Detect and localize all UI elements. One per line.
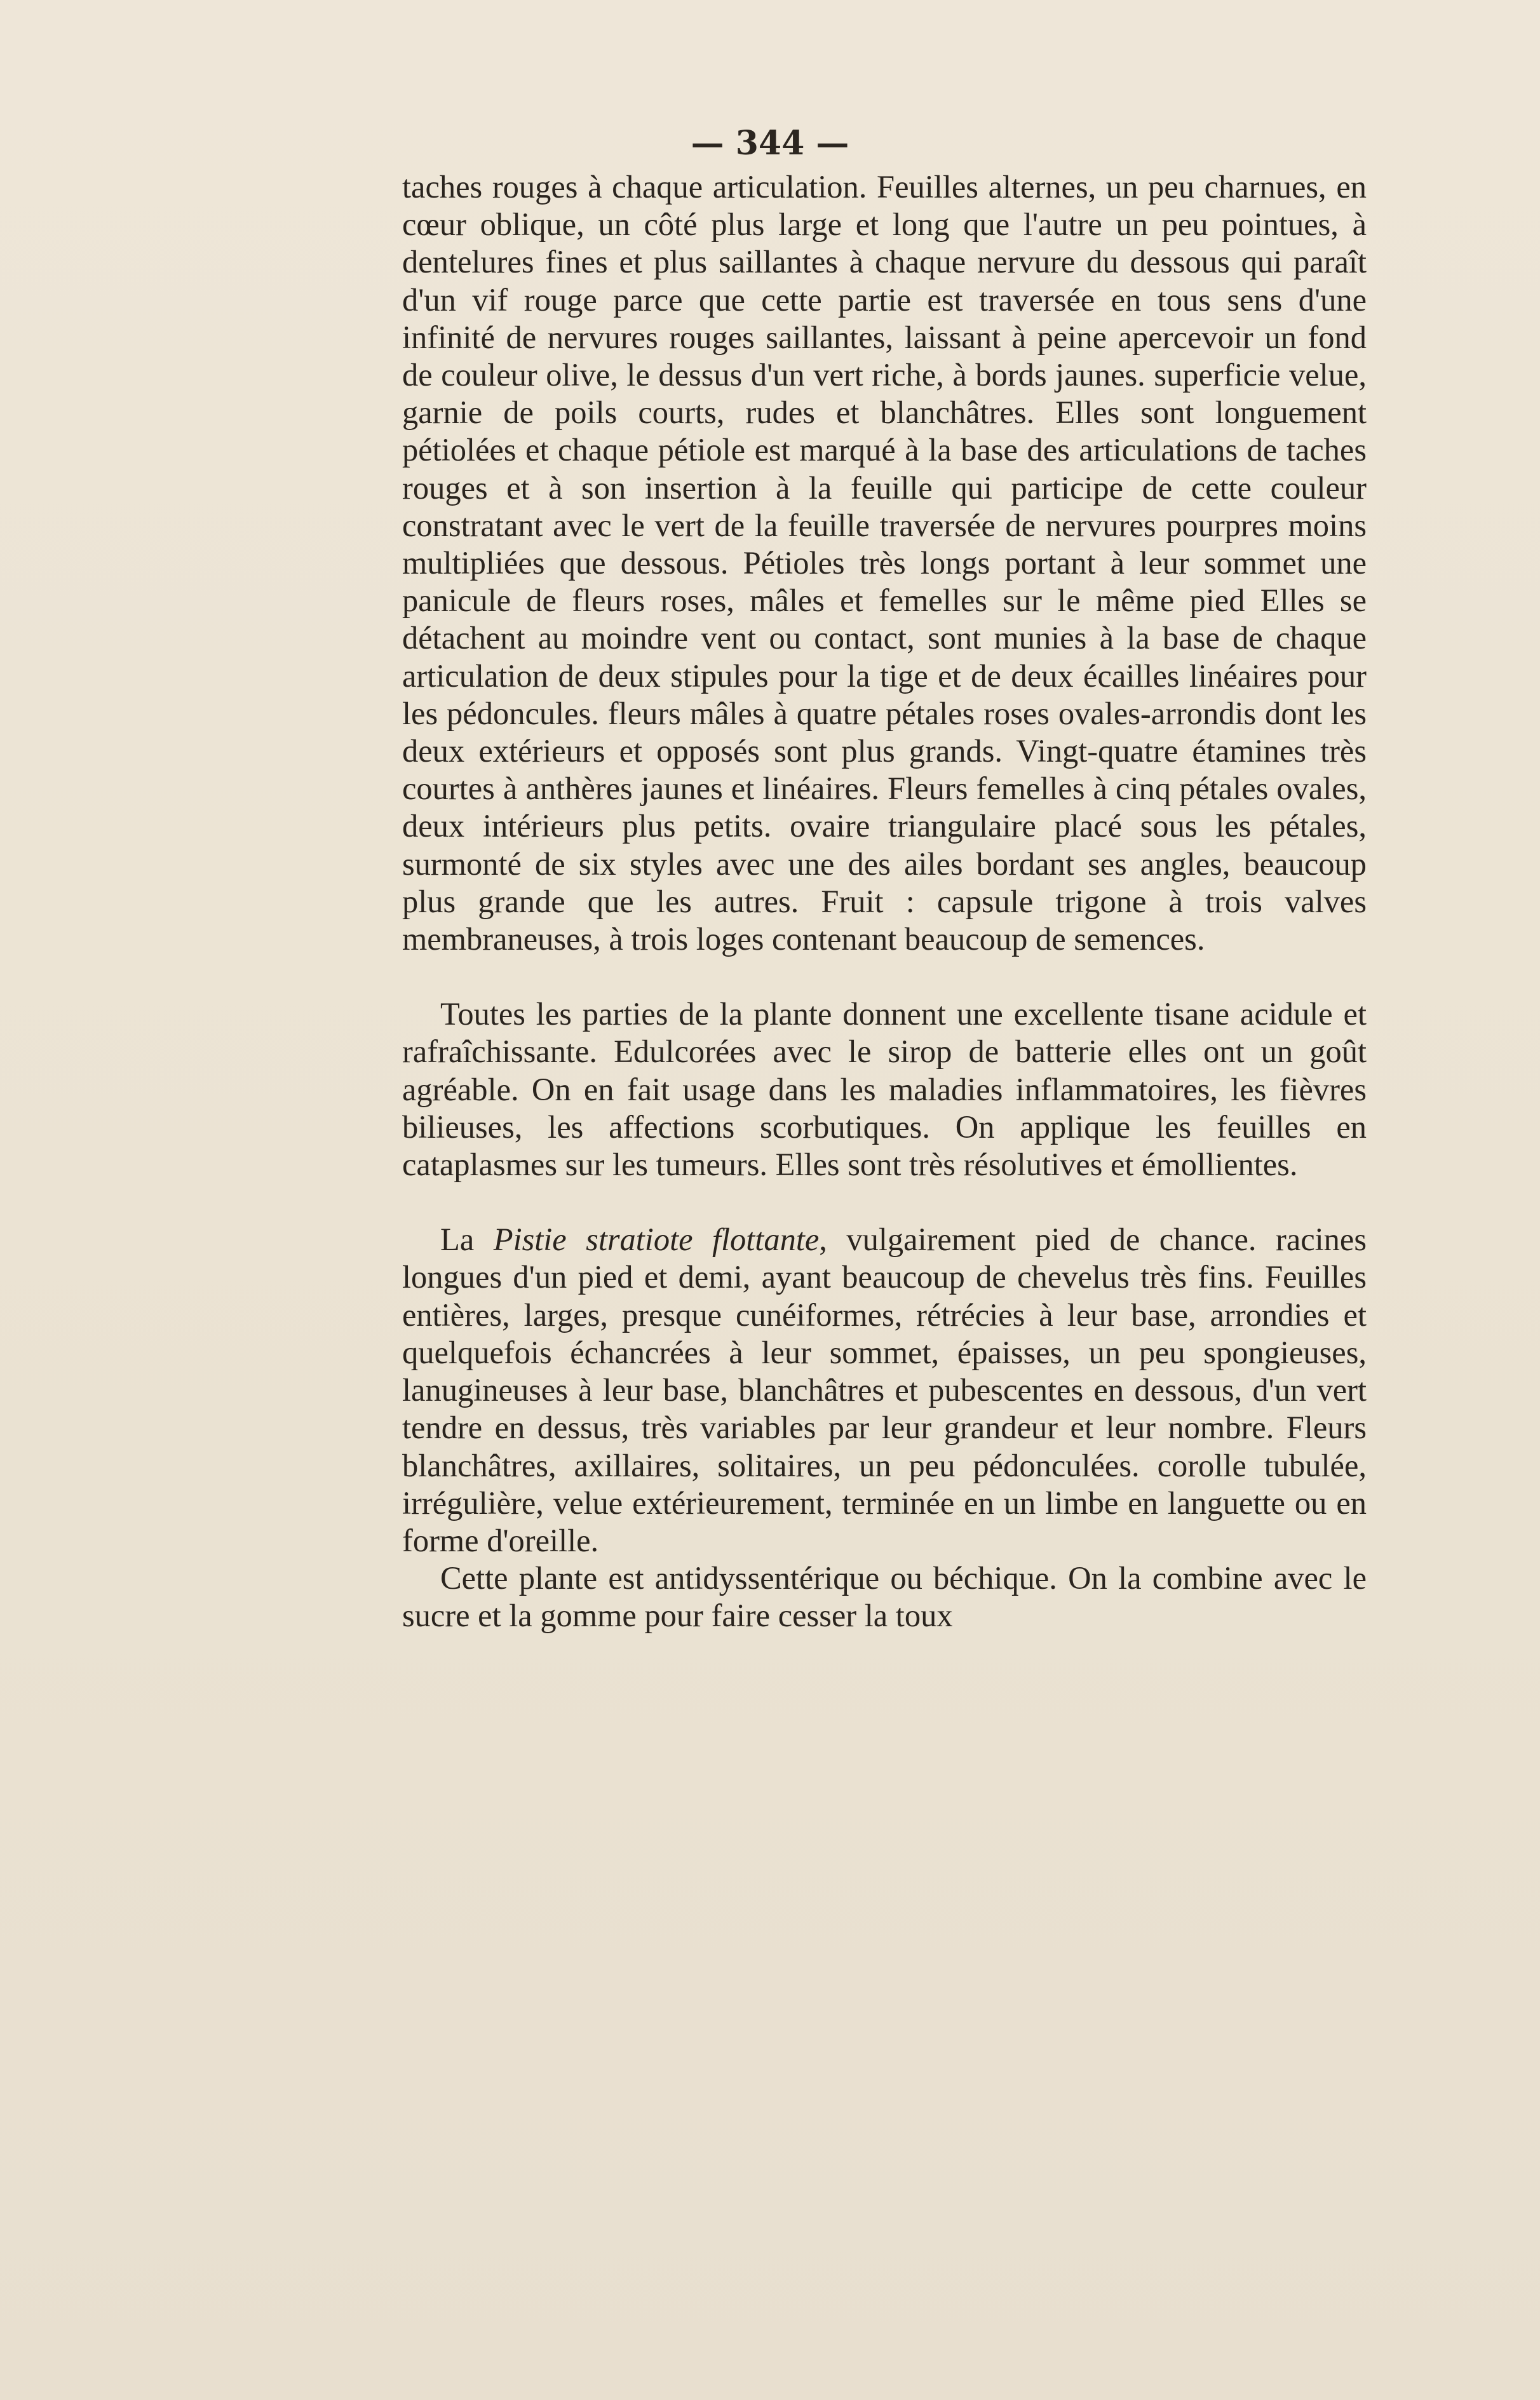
body-text [402, 168, 1367, 1635]
paragraph-description: taches rouges à chaque articulation. Feuilles alternes, un peu charnues, en cœur oblique, un côté plus large et long que l'autre un peu pointues, à dentelures fines et plus saillantes à chaque nervure du dessous qui paraît d'un vif rouge parce que cette partie est traversée en tous sens d'une infinité de nervures rouges saillantes, laissant à peine apercevoir un fond de couleur olive, le dessus d'un vert riche, à bords jaunes. superficie velue, garnie de poils courts, rudes et blanchâtres. Elles sont longuement pétiolées et chaque pétiole est marqué à la base des articulations de taches rouges et à son insertion à la feuille qui participe de cette couleur constratant avec le vert de la feuille traversée de nervures pourpres moins multipliées que dessous. Pétioles très longs portant à leur sommet une panicule de fleurs roses, mâles et femelles sur le même pied Elles se détachent au moindre vent ou contact, sont munies à la base de chaque articulation de deux stipules pour la tige et de deux écailles linéaires pour les pédoncules. fleurs mâles à quatre pétales roses ovales-arrondis dont les deux extérieurs et opposés sont plus grands. Vingt-quatre étamines très courtes à anthères jaunes et linéaires. Fleurs femelles à cinq pétales ovales, deux intérieurs plus petits. ovaire triangulaire placé sous les pétales, surmonté de six styles avec une des ailes bordant ses angles, beaucoup plus grande que les autres. Fruit : capsule trigone à trois valves membraneuses, à trois loges contenant beaucoup de semences. [402, 169, 1367, 957]
page-number: — 344 — [691, 124, 849, 163]
paragraph-pistie-rest: , vulgairement pied de chance. racines longues d'un pied et demi, ayant beaucoup de chevelus très fins. Feuilles entières, larges, presque cunéiformes, rétrécies à leur base, arrondies et quelquefois échancrées à leur sommet, épaisses, un peu spongieuses, lanugineuses à leur base, blanchâtres et pubescentes en dessous, d'un vert tendre en dessus, très variables par leur grandeur et leur nombre. Fleurs blanchâtres, axillaires, solitaires, un peu pédonculées. corolle tubulée, irrégulière, velue extérieurement, terminée en un limbe en languette ou en forme d'oreille. [402, 1222, 1367, 1558]
paragraph-medicinal: Cette plante est antidyssentérique ou béchique. On la combine avec le sucre et la gomme pour faire cesser la toux [402, 1560, 1367, 1634]
species-name: Pistie stratiote flottante [493, 1222, 820, 1258]
paragraph-gap [402, 958, 1367, 995]
paragraph-uses: Toutes les parties de la plante donnent une excellente tisane acidule et rafraîchissante. Edulcorées avec le sirop de batterie elles ont un goût agréable. On en fait usage dans les maladies inflammatoires, les fièvres bilieuses, les affections scorbutiques. On applique les feuilles en cataplasmes sur les tumeurs. Elles sont très résolutives et émollientes. [402, 996, 1367, 1183]
paragraph-pistie-lead: La [440, 1222, 494, 1258]
paragraph-gap [402, 1183, 1367, 1221]
paragraph-pistie [402, 1221, 1367, 1560]
